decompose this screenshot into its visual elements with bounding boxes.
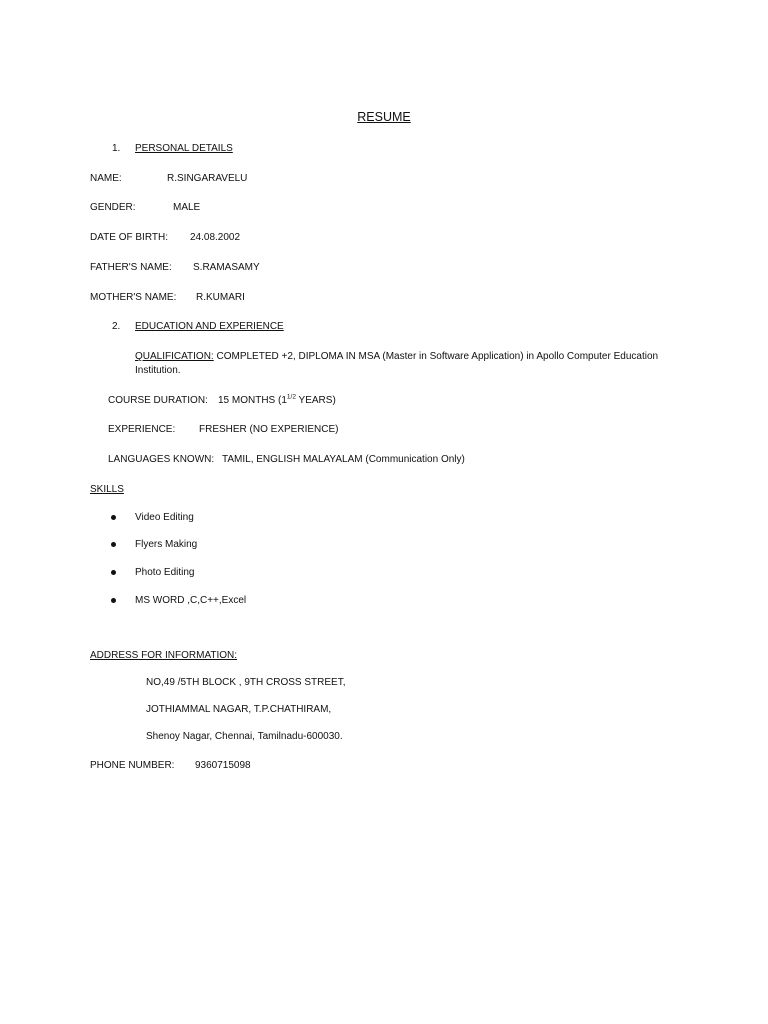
skills-heading: SKILLS	[90, 484, 124, 495]
experience-value: FRESHER (NO EXPERIENCE)	[199, 424, 339, 435]
qualification-value: COMPLETED +2, DIPLOMA IN MSA (Master in Software Application) in Apollo Computer Education Institution.	[135, 351, 659, 376]
address-heading: ADDRESS FOR INFORMATION:	[90, 650, 238, 661]
field-label-dob: DATE OF BIRTH:	[90, 232, 168, 243]
languages-label: LANGUAGES KNOWN:	[108, 454, 215, 465]
address-line: Shenoy Nagar, Chennai, Tamilnadu-600030.	[146, 731, 343, 742]
course-duration-label: COURSE DURATION:	[108, 395, 208, 406]
section-heading-personal: PERSONAL DETAILS	[135, 143, 233, 154]
field-label-father: FATHER'S NAME:	[90, 262, 172, 273]
skill-item: MS WORD ,C,C++,Excel	[135, 595, 247, 606]
section-number: 1.	[112, 143, 121, 154]
qualification-label: QUALIFICATION:	[135, 351, 214, 362]
bullet-icon	[111, 542, 116, 547]
bullet-icon	[111, 570, 116, 575]
field-label-name: NAME:	[90, 173, 122, 184]
field-label-gender: GENDER:	[90, 202, 136, 213]
field-label-mother: MOTHER'S NAME:	[90, 292, 177, 303]
section-heading-education: EDUCATION AND EXPERIENCE	[135, 321, 284, 332]
bullet-icon	[111, 515, 116, 520]
field-value-father: S.RAMASAMY	[193, 262, 260, 273]
experience-label: EXPERIENCE:	[108, 424, 176, 435]
phone-value: 9360715098	[195, 760, 251, 771]
skill-item: Photo Editing	[135, 567, 195, 578]
address-line: NO,49 /5TH BLOCK , 9TH CROSS STREET,	[146, 677, 346, 688]
qualification-block	[135, 350, 695, 378]
languages-value: TAMIL, ENGLISH MALAYALAM (Communication Only)	[222, 454, 465, 465]
bullet-icon	[111, 598, 116, 603]
field-value-name: R.SINGARAVELU	[167, 173, 248, 184]
phone-label: PHONE NUMBER:	[90, 760, 175, 771]
course-duration-value: 15 MONTHS ($1^{1/2}$ YEARS)	[218, 393, 336, 406]
skill-item: Video Editing	[135, 512, 194, 523]
page-title: RESUME	[357, 110, 411, 124]
skill-item: Flyers Making	[135, 539, 198, 550]
address-line: JOTHIAMMAL NAGAR, T.P.CHATHIRAM,	[146, 704, 332, 715]
field-value-mother: R.KUMARI	[196, 292, 245, 303]
field-value-gender: MALE	[173, 202, 201, 213]
section-number: 2.	[112, 321, 121, 332]
field-value-dob: 24.08.2002	[190, 232, 241, 243]
